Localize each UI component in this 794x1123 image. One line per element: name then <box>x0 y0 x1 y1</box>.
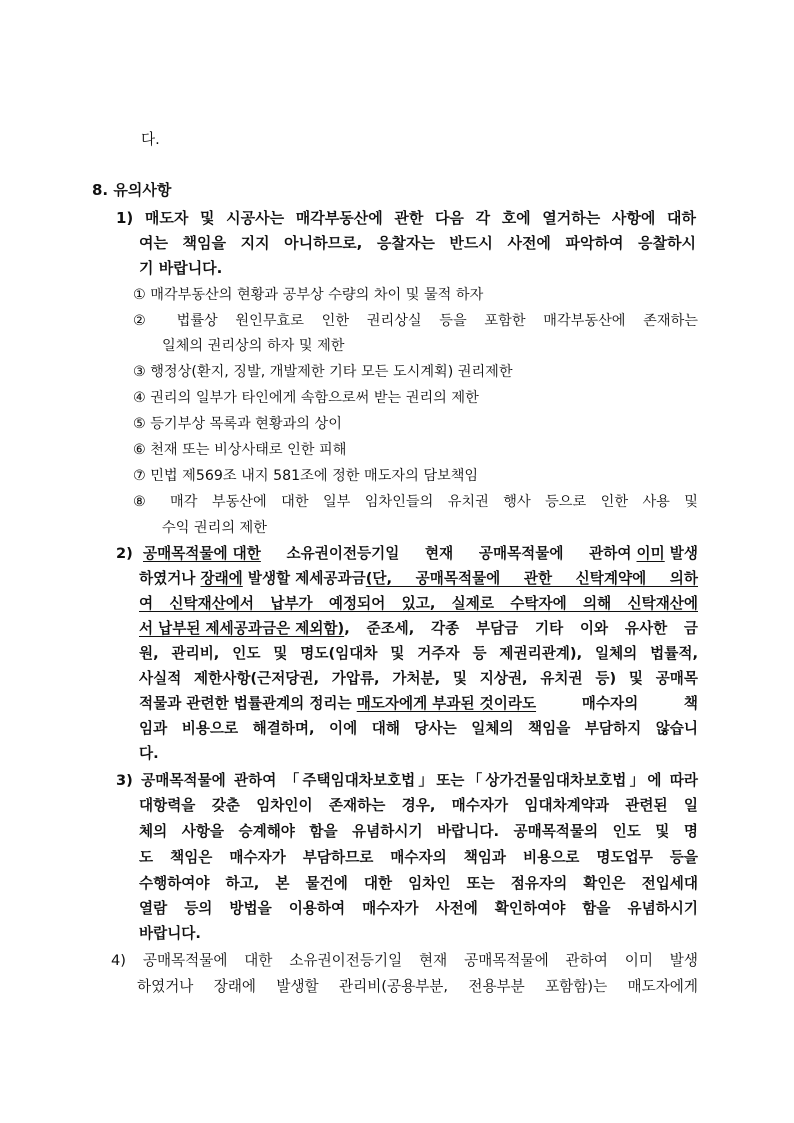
underlined-text: 이미 <box>636 545 665 562</box>
text-line: 수익 권리의 제한 <box>162 520 267 536</box>
text-line: 수행하여야 하고, 본 물건에 대한 임차인 또는 점유자의 확인은 전입세대 <box>139 875 698 892</box>
text-line: 기 바랍니다. <box>139 259 223 277</box>
list-item: ⑧ 매각 부동산에 대한 일부 임차인들의 유치권 행사 등으로 인한 사용 및 <box>133 494 698 510</box>
text-line <box>139 617 698 641</box>
text-segment: 매수자의 책 <box>536 695 698 712</box>
text-line: 하였거나 장래에 발생할 관리비(공용부분, 전용부분 포함함)는 매도자에게 <box>137 978 698 995</box>
text-segment: , 준조세, 각종 부담금 기타 이와 유사한 금 <box>344 620 698 637</box>
text-line: 열람 등의 방법을 이용하여 매수자가 사전에 확인하여야 함을 유념하시기 <box>139 900 698 917</box>
text-line: 바랍니다. <box>139 925 201 942</box>
list-item: ③ 행정상(환지, 징발, 개발제한 기타 모든 도시계획) 권리제한 <box>133 364 513 380</box>
list-item: ⑤ 등기부상 목록과 현황과의 상이 <box>133 416 342 432</box>
text-line: 4) 공매목적물에 대한 소유권이전등기일 현재 공매목적물에 관하여 이미 발생 <box>111 952 698 969</box>
text-segment: 발생 <box>664 545 698 562</box>
text-line <box>139 567 698 591</box>
list-item: ⑥ 천재 또는 비상사태로 인한 피해 <box>133 442 347 458</box>
text-line: 대항력을 갖춘 임차인이 존재하는 경우, 매수자가 임대차계약과 관련된 일 <box>139 797 698 814</box>
text-line: 체의 사항을 승계해야 함을 유념하시기 바랍니다. 공매목적물의 인도 및 명 <box>139 823 698 840</box>
underlined-text: 여 신탁재산에서 납부가 예정되어 있고, 실제로 수탁자에 의해 신탁재산에 <box>139 595 698 612</box>
underlined-text: 매도자에게 부과된 것이라도 <box>356 695 537 712</box>
list-item: ⑦ 민법 제569조 내지 581조에 정한 매도자의 담보책임 <box>133 468 479 484</box>
text-line: 다. <box>139 745 159 762</box>
list-item: ② 법률상 원인무효로 인한 권리상실 등을 포함한 매각부동산에 존재하는 <box>133 313 698 329</box>
underlined-text: 서 납부된 제세공과금은 제외함) <box>139 620 345 637</box>
text-line: 다. <box>141 131 160 148</box>
text-line: 원, 관리비, 인도 및 명도(임대차 및 거주자 등 제권리관계), 일체의 법률적, <box>139 645 698 662</box>
text-line: 3) 공매목적물에 관하여 「주택임대차보호법」또는「상가건물임대차보호법」에 따라 <box>116 772 698 789</box>
text-segment: 적물과 관련한 법률관계의 정리는 <box>139 695 357 712</box>
list-item: ① 매각부동산의 현황과 공부상 수량의 차이 및 물적 하자 <box>133 287 484 303</box>
text-segment: 소유권이전등기일 현재 공매목적물에 관하여 <box>260 545 637 562</box>
text-line: 도 책임은 매수자가 부담하므로 매수자의 책임과 비용으로 명도업무 등을 <box>139 849 698 866</box>
text-line: 여는 책임을 지지 아니하므로, 응찰자는 반드시 사전에 파악하여 응찰하시 <box>139 234 696 252</box>
text-segment: 하였거나 <box>139 570 201 587</box>
text-line <box>116 542 698 566</box>
text-line <box>139 692 698 716</box>
text-line: 사실적 제한사항(근저당권, 가압류, 가처분, 및 지상권, 유치권 등) 및 공매목 <box>139 670 698 687</box>
underlined-text: 공매목적물에 대한 <box>143 545 261 562</box>
text-segment: 발생할 제세공과금 <box>242 570 366 587</box>
underlined-text: (단, 공매목적물에 관한 신탁계약에 의하 <box>365 570 698 587</box>
list-item: ④ 권리의 일부가 타인에게 속함으로써 받는 권리의 제한 <box>133 390 479 406</box>
text-segment: 2) <box>116 545 143 562</box>
section-heading: 8. 유의사항 <box>92 181 172 199</box>
underlined-text: 장래에 <box>200 570 243 587</box>
text-line: 일체의 권리상의 하자 및 제한 <box>162 338 345 354</box>
text-line: 1) 매도자 및 시공사는 매각부동산에 관한 다음 각 호에 열거하는 사항에 대하 <box>116 209 696 227</box>
text-line: 임과 비용으로 해결하며, 이에 대해 당사는 일체의 책임을 부담하지 않습니 <box>139 720 698 737</box>
